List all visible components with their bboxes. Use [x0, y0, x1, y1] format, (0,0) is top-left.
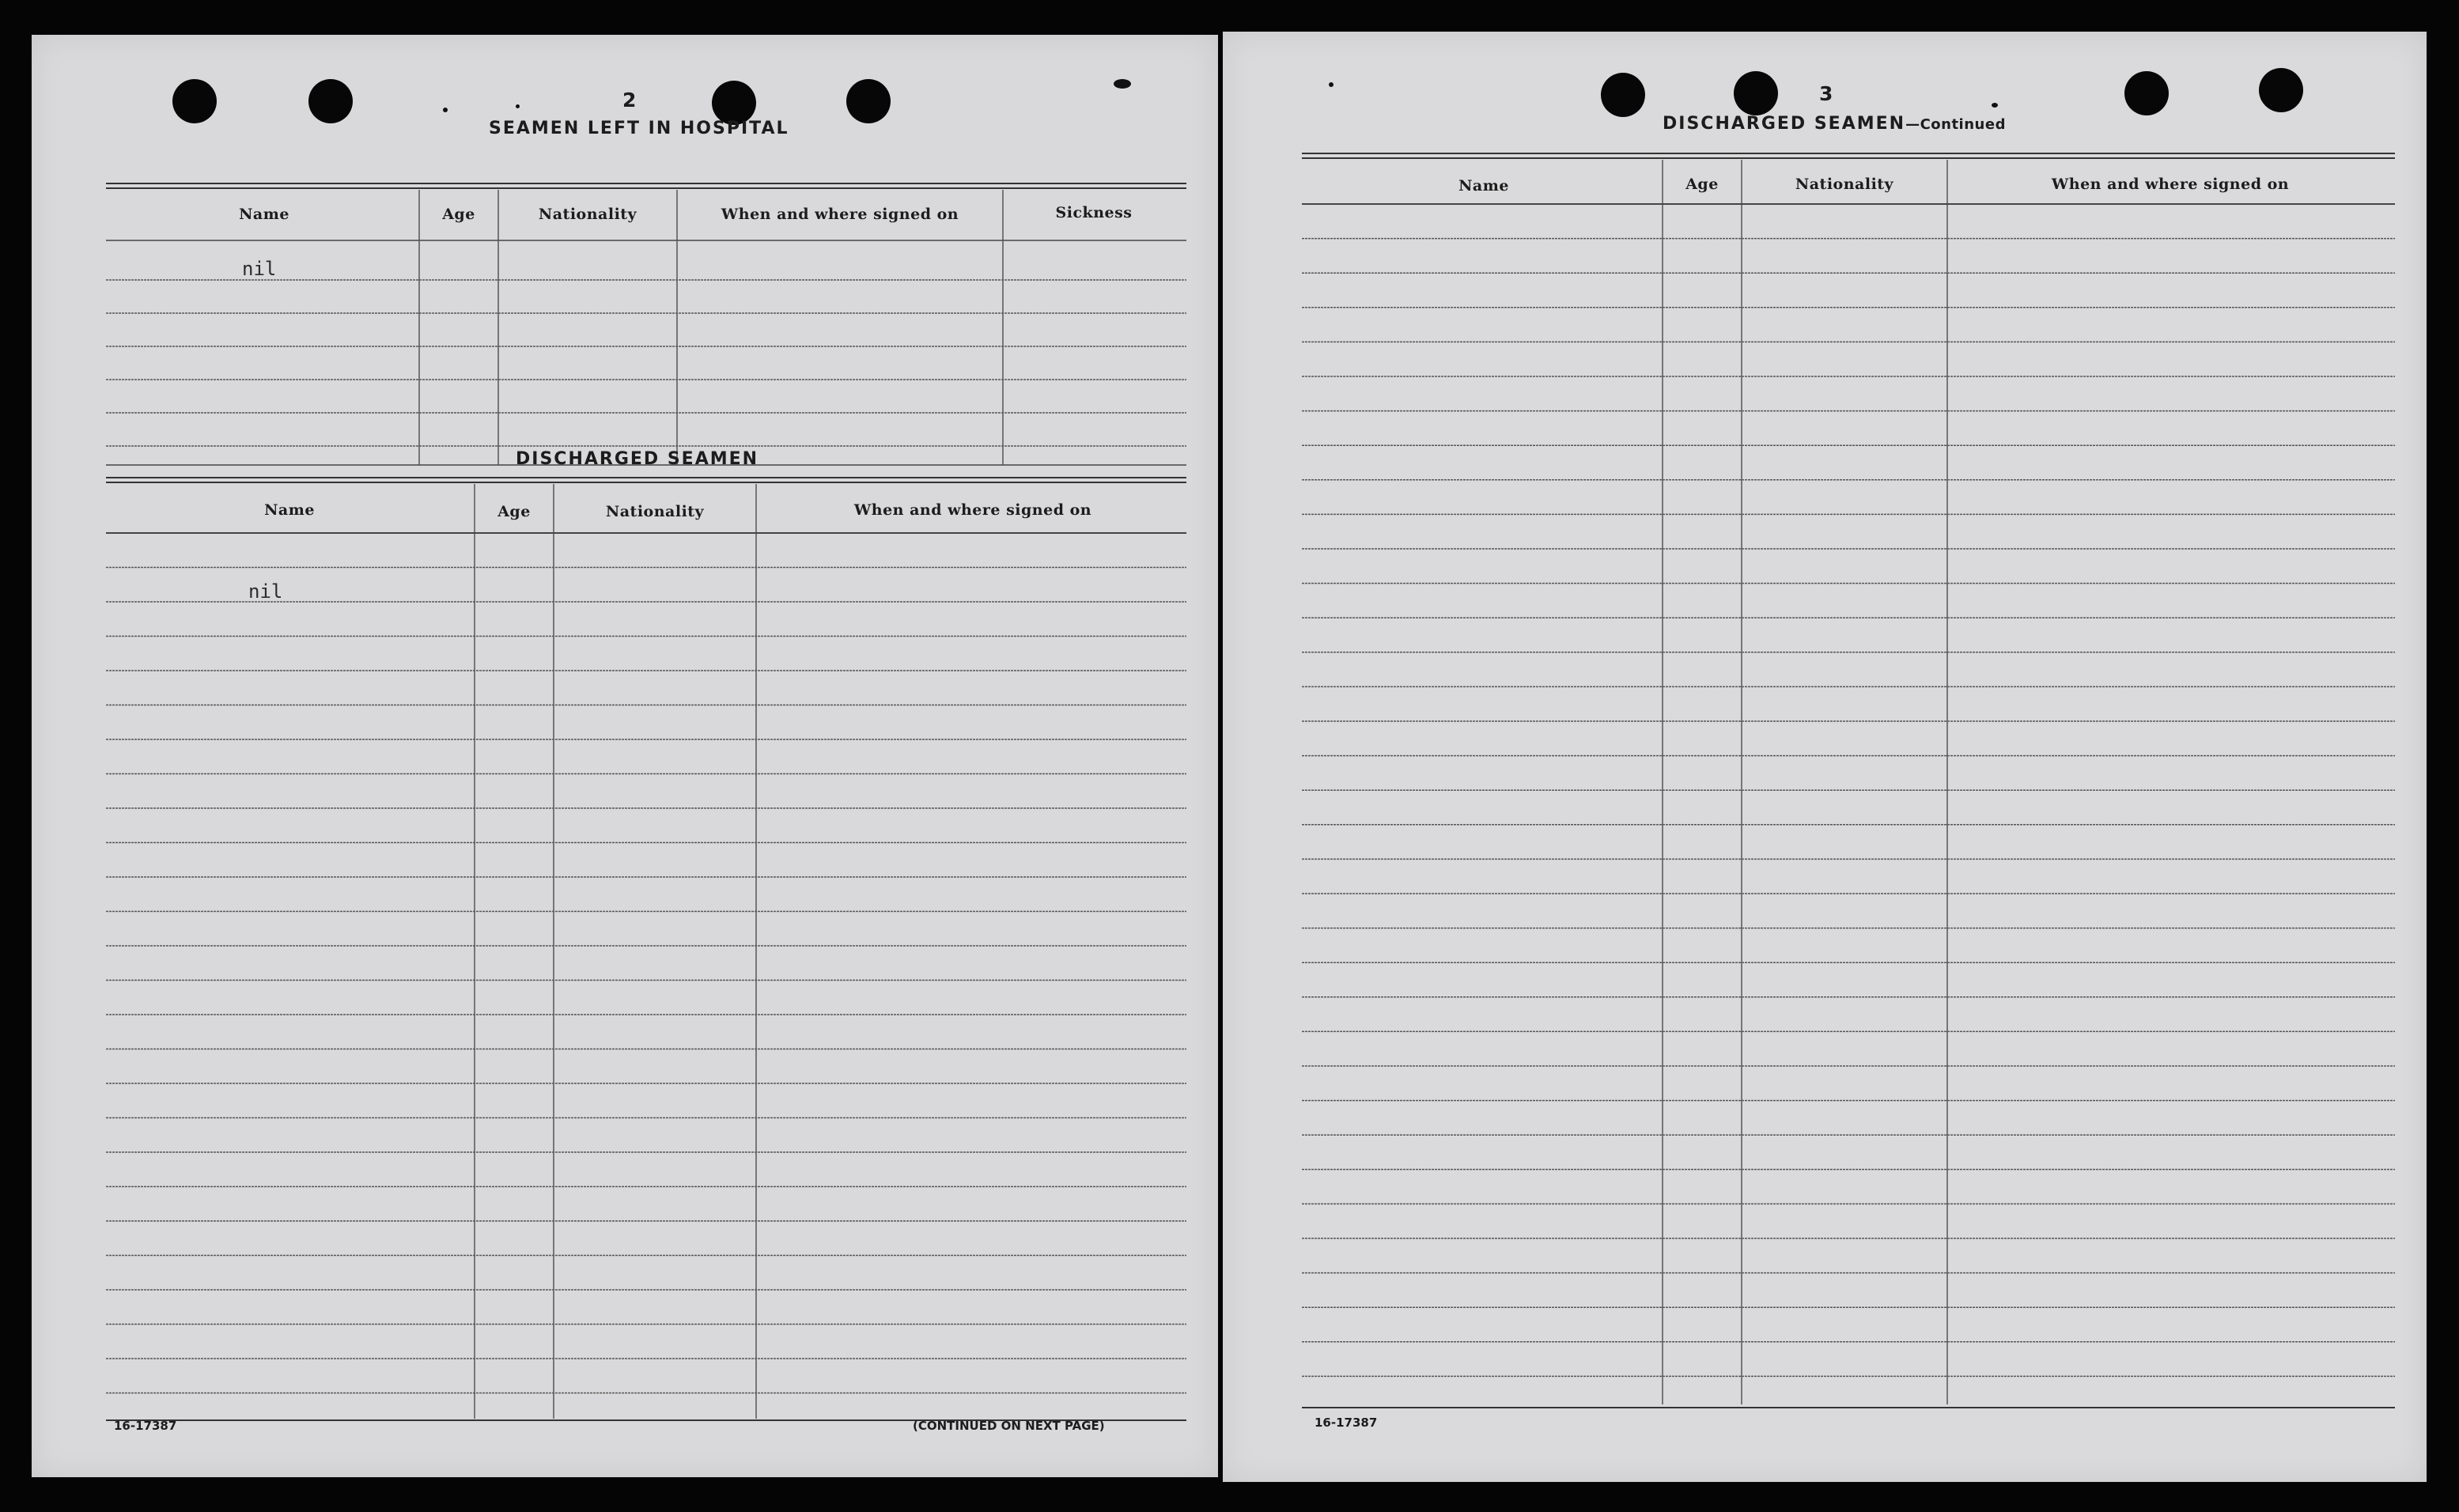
- hospital-header-nationality: Nationality: [538, 206, 637, 223]
- right-section-title: [1663, 114, 2006, 134]
- left-page: [32, 35, 1218, 1477]
- discharged-header-name: Name: [264, 501, 315, 519]
- continued-header-name: Name: [1458, 177, 1509, 195]
- right-section-title-main: DISCHARGED SEAMEN: [1663, 114, 1906, 134]
- form-number: 16-17387: [114, 1419, 177, 1433]
- discharged-header-signed-on: When and where signed on: [853, 501, 1092, 519]
- form-number: 16-17387: [1315, 1416, 1378, 1430]
- punch-hole: [2259, 68, 2303, 112]
- ink-speck: [516, 104, 520, 108]
- punch-hole: [1734, 71, 1778, 115]
- discharged-continued-table-rules: [1302, 153, 2395, 1450]
- discharged-entry: nil: [248, 580, 283, 603]
- hospital-header-age: Age: [442, 206, 475, 223]
- discharged-header-age: Age: [497, 503, 531, 520]
- discharged-table-rules: [106, 478, 1186, 1442]
- discharged-continued-table: [1302, 153, 2395, 1450]
- hospital-header-name: Name: [239, 206, 289, 223]
- hospital-table-rules: [106, 147, 1186, 471]
- ink-speck: [1114, 79, 1131, 89]
- page-number: 3: [1819, 82, 1833, 105]
- punch-hole: [308, 79, 353, 123]
- hospital-section-title: SEAMEN LEFT IN HOSPITAL: [489, 119, 789, 138]
- punch-hole: [846, 79, 891, 123]
- discharged-header-nationality: Nationality: [605, 503, 705, 520]
- continued-header-signed-on: When and where signed on: [2051, 176, 2290, 193]
- page-number: 2: [622, 89, 637, 112]
- ink-speck: [1329, 82, 1334, 87]
- punch-hole: [2124, 71, 2169, 115]
- hospital-table: [106, 147, 1186, 471]
- continued-header-age: Age: [1685, 176, 1719, 193]
- ink-speck: [1992, 103, 1998, 108]
- right-section-title-suffix: —Continued: [1905, 116, 2006, 133]
- hospital-header-sickness: Sickness: [1055, 204, 1133, 221]
- discharged-section-title: DISCHARGED SEAMEN: [516, 449, 759, 469]
- discharged-table: [106, 478, 1186, 1442]
- punch-hole: [172, 79, 217, 123]
- continued-note: (CONTINUED ON NEXT PAGE): [913, 1419, 1105, 1433]
- right-page: [1223, 32, 2427, 1482]
- punch-hole: [1601, 73, 1645, 117]
- hospital-entry: nil: [242, 258, 277, 280]
- ink-speck: [443, 108, 448, 112]
- continued-header-nationality: Nationality: [1795, 176, 1894, 193]
- hospital-header-signed-on: When and where signed on: [721, 206, 959, 223]
